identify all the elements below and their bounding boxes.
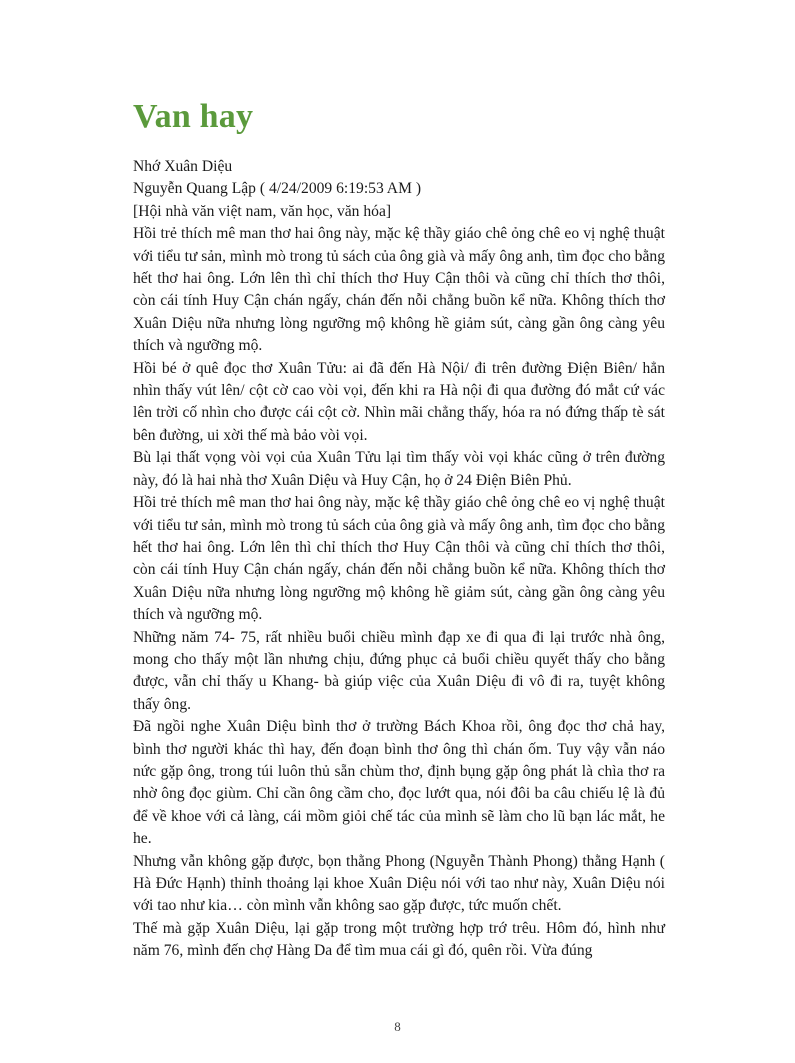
paragraph: Những năm 74- 75, rất nhiều buổi chiều mình đạp xe đi qua đi lại trước nhà ông, mong cho thấy một lần nhưng chịu, đứng phục cả buổi chiều quyết thấy cho bằng được, vẫn chỉ thấy u Khang- bà giúp việc của Xuân Diệu đi vô đi ra, tuyệt không thấy ông. xyxy=(133,628,665,713)
paragraph: Hồi trẻ thích mê man thơ hai ông này, mặc kệ thầy giáo chê ỏng chê eo vị nghệ thuật với tiểu tư sản, mình mò trong tủ sách của ông già và mấy ông anh, tìm đọc cho bằng hết thơ hai ông. Lớn lên thì chỉ thích thơ Huy Cận thôi và cũng chỉ thích thơ thôi, còn cái tính Huy Cận chán ngấy, chán đến nỗi chẳng buồn kể nữa. Không thích thơ Xuân Diệu nữa nhưng lòng ngưỡng mộ không hề giảm sút, càng gần ông càng yêu thích và ngưỡng mộ. xyxy=(133,494,665,624)
paragraph: Hồi trẻ thích mê man thơ hai ông này, mặc kệ thầy giáo chê ỏng chê eo vị nghệ thuật với tiểu tư sản, mình mò trong tủ sách của ông già và mấy ông anh, tìm đọc cho bằng hết thơ hai ông. Lớn lên thì chỉ thích thơ Huy Cận thôi và cũng chỉ thích thơ thôi, còn cái tính Huy Cận chán ngấy, chán đến nỗi chẳng buồn kể nữa. Không thích thơ Xuân Diệu nữa nhưng lòng ngưỡng mộ không hề giảm sút, càng gần ông càng yêu thích và ngưỡng mộ. xyxy=(133,225,665,355)
paragraph: Nhưng vẫn không gặp được, bọn thằng Phong (Nguyễn Thành Phong) thằng Hạnh ( Hà Đức Hạnh) thỉnh thoảng lại khoe Xuân Diệu nói với tao như này, Xuân Diệu nói với tao như kia… còn mình vẫn không sao gặp được, tức muốn chết. xyxy=(133,852,665,915)
article-tags: [Hội nhà văn việt nam, văn học, văn hóa] xyxy=(133,202,392,220)
article-body xyxy=(133,156,665,963)
article-byline: Nguyễn Quang Lập ( 4/24/2009 6:19:53 AM ) xyxy=(133,180,422,198)
article-heading: Nhớ Xuân Diệu xyxy=(133,158,233,175)
paragraph: Đã ngồi nghe Xuân Diệu bình thơ ở trường Bách Khoa rồi, ông đọc thơ chả hay, bình thơ người khác thì hay, đến đoạn bình thơ ông thì chán ốm. Tuy vậy vẫn náo nức gặp ông, trong túi luôn thủ sẵn chùm thơ, định bụng gặp ông phát là chìa thơ ra nhờ ông đọc giùm. Chỉ cần ông cầm cho, đọc lướt qua, nói đôi ba câu chiếu lệ là đủ để về khoe với cả làng, cái mồm giỏi chế tác của mình sẽ làm cho lũ bạn lác mắt, he he. xyxy=(133,718,665,848)
document-title: Van hay xyxy=(133,98,254,135)
paragraph: Thế mà gặp Xuân Diệu, lại gặp trong một trường hợp trớ trêu. Hôm đó, hình như năm 76, mình đến chợ Hàng Da để tìm mua cái gì đó, quên rồi. Vừa đúng xyxy=(133,919,665,960)
page-number: 8 xyxy=(394,1019,401,1034)
paragraph: Bù lại thất vọng vòi vọi của Xuân Tửu lại tìm thấy vòi vọi khác cũng ở trên đường này, đó là hai nhà thơ Xuân Diệu và Huy Cận, họ ở 24 Điện Biên Phủ. xyxy=(133,449,665,489)
paragraph: Hồi bé ở quê đọc thơ Xuân Tửu: ai đã đến Hà Nội/ đi trên đường Điện Biên/ hẳn nhìn thấy vút lên/ cột cờ cao vòi vọi, đến khi ra Hà nội đi qua đường đó mắt cứ vác lên trời cố nhìn cho được cái cột cờ. Nhìn mãi chẳng thấy, hóa ra nó đứng thấp tè sát bên đường, ui xời thế mà bảo vòi vọi. xyxy=(133,359,665,444)
